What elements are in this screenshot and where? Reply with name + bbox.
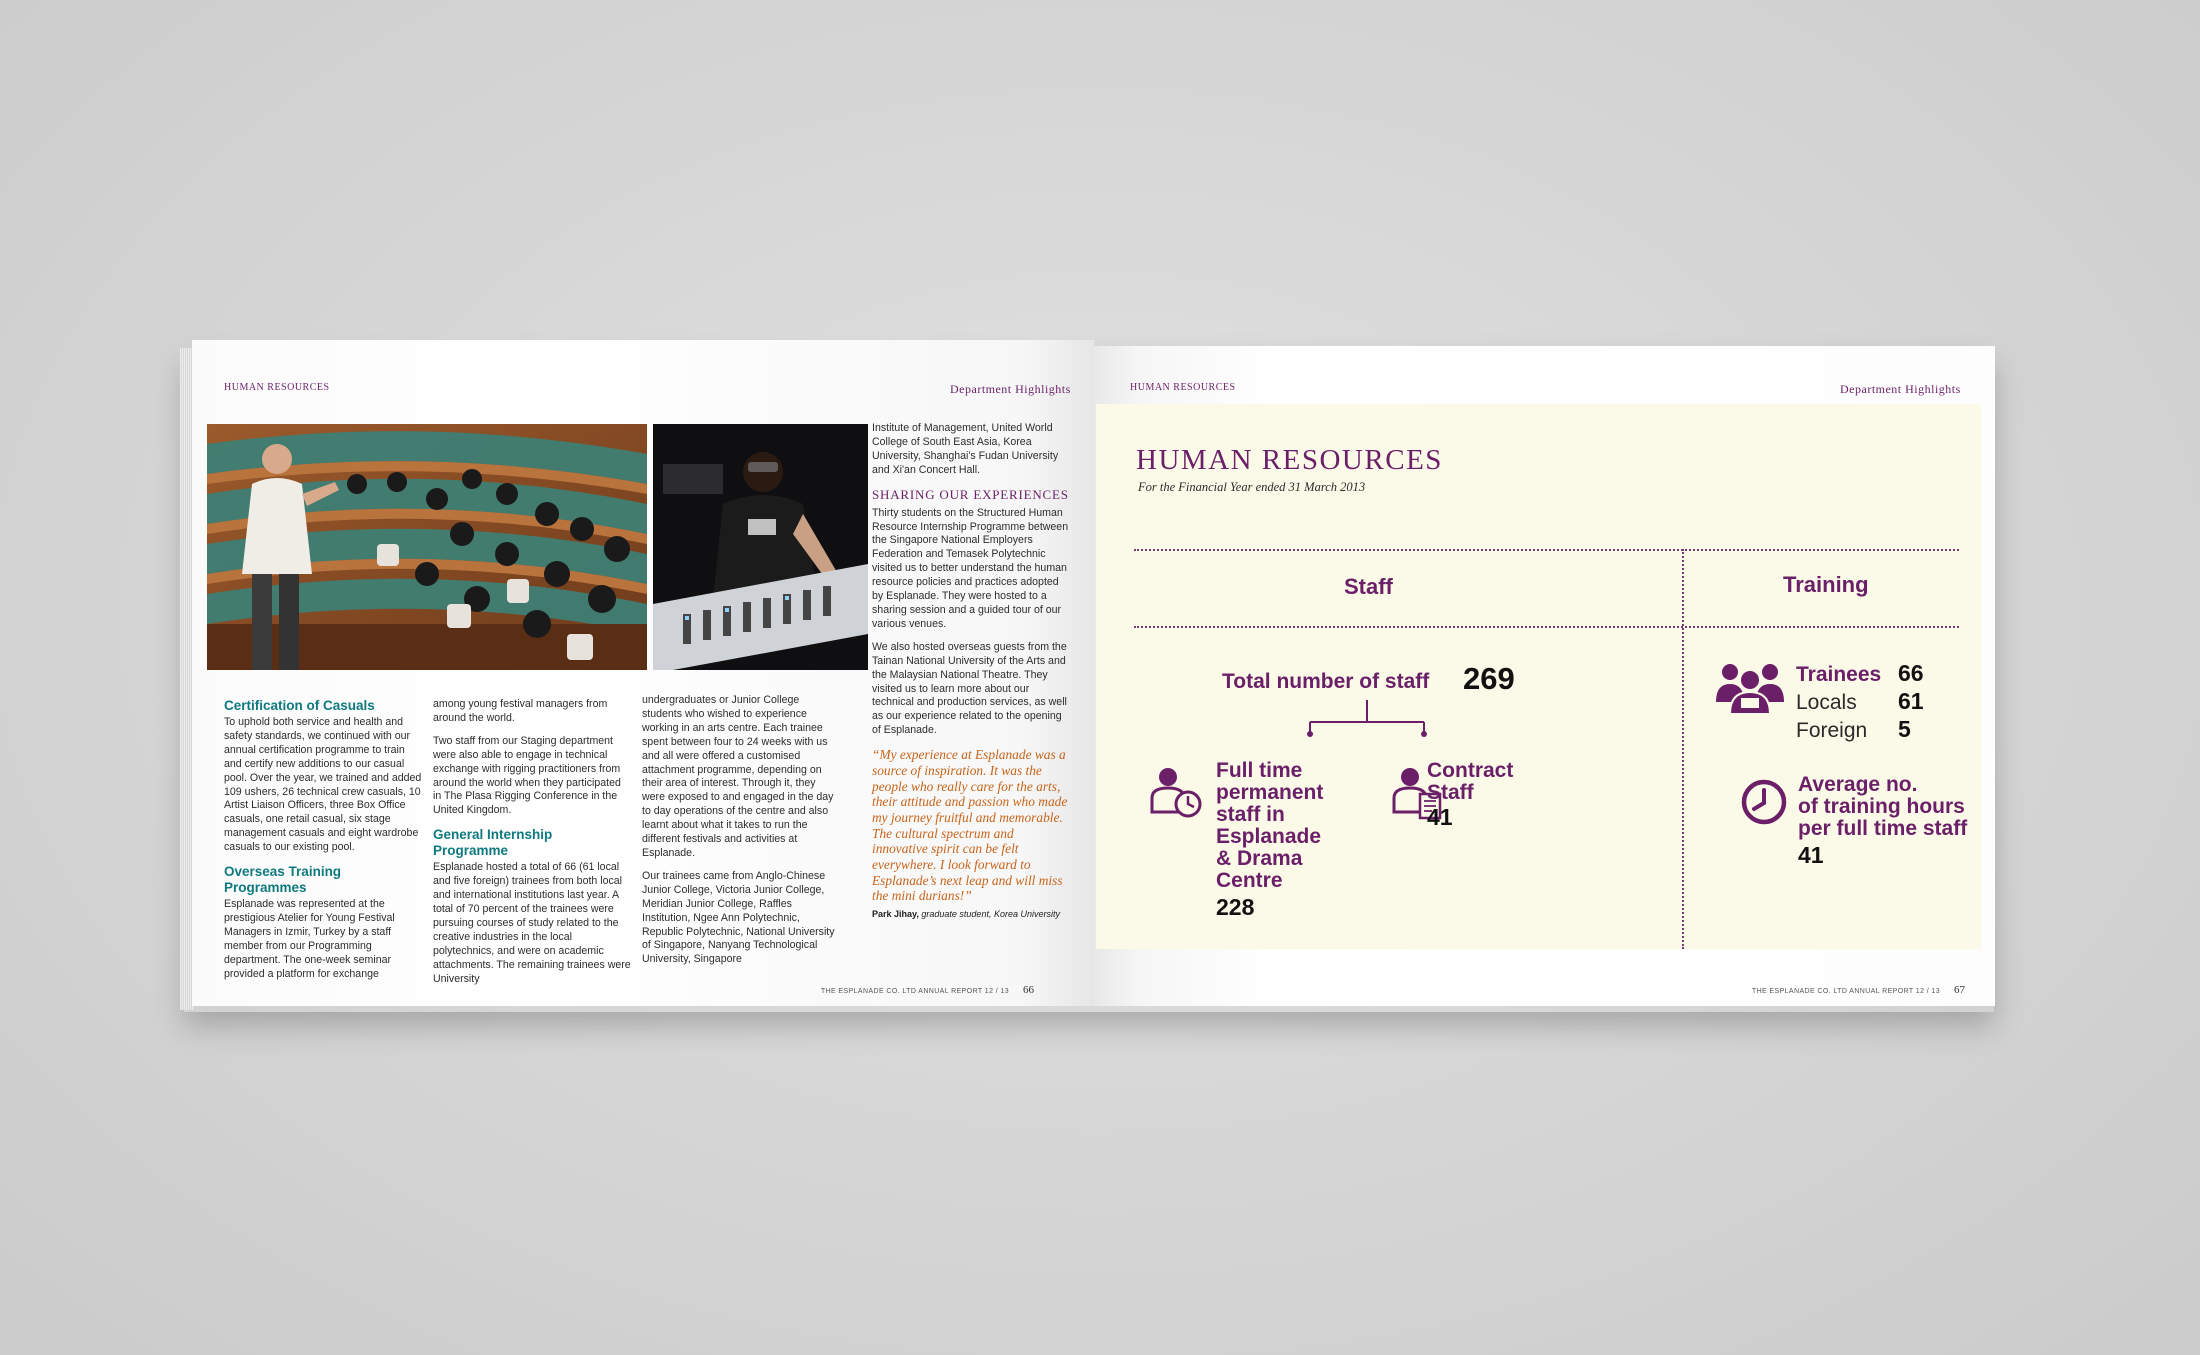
left-footer-text: THE ESPLANADE CO. LTD ANNUAL REPORT 12 / 13 [820, 988, 1009, 995]
avg-training-value: 41 [1798, 842, 1824, 868]
heading-sharing-experiences: SHARING OUR EXPERIENCES [872, 486, 1069, 502]
fulltime-staff-clock-icon [1148, 766, 1204, 820]
contract-staff-value: 41 [1427, 804, 1453, 830]
fulltime-label-line-4: Esplanade [1216, 825, 1322, 848]
fulltime-label-line-2: permanent [1216, 781, 1324, 804]
left-running-head-right: Department Highlights [950, 382, 1071, 396]
paragraph-staging-exchange: Two staff from our Staging department were also able to engage in technical exchange with rigging practitioners from around the world when they participated in The Plasa Rigging Conference in the United Kingdom. [433, 734, 621, 817]
left-running-head: HUMAN RESOURCES [224, 382, 330, 393]
foreign-row [1796, 716, 1924, 744]
trainees-label: Trainees [1796, 663, 1882, 686]
foreign-value: 5 [1898, 716, 1911, 742]
hr-infographic-panel [1096, 404, 1981, 949]
paragraph-sharing: Thirty students on the Structured Human Resource Internship Programme between the Singapore National Employers Federation and Temasek Polytechnic visited us to better understand the human resource policies and practices adopted by Esplanade. They were hosted to a sharing session and a guided tour of our various venues. [872, 506, 1069, 630]
heading-certification-of-casuals: Certification of Casuals [224, 698, 375, 713]
trainees-value: 66 [1898, 660, 1924, 686]
quote-role: graduate student, Korea University [921, 909, 1060, 920]
contract-label-line-1: Contract [1427, 759, 1514, 782]
photo-sound-engineer [653, 424, 868, 670]
infographic-title: HUMAN RESOURCES [1136, 444, 1443, 476]
trainees-stats [1796, 660, 1924, 744]
left-page [192, 340, 1094, 1006]
right-footer [1752, 984, 1965, 996]
sound-engineer-illustration [653, 424, 868, 670]
paragraph-overseas-guests: We also hosted overseas guests from the Tainan National University of the Arts and the Malaysian National Theatre. They visited us to learn more about our technical and production services, as well as our experience related to the opening of Esplanade. [872, 640, 1067, 737]
contract-staff-label [1427, 760, 1513, 804]
paragraph-certification: To uphold both service and health and safety standards, we continued with our annual certification programme to train and certify new additions to our casual pool. Over the year, we trained and added 109 ushers, 26 technical crew casuals, 10 Artist Liaison Officers, three Box Office casuals, one retail casual, six stage management casuals and eight wardrobe casuals to our existing pool. [224, 716, 422, 854]
right-running-head-right: Department Highlights [1840, 382, 1961, 396]
fulltime-label-line-3: staff in [1216, 803, 1285, 826]
total-staff-value: 269 [1463, 661, 1515, 696]
paragraph-trainee-institutions: Our trainees came from Anglo-Chinese Junior College, Victoria Junior College, Meridian Junior College, Raffles Institution, Ngee Ann Polytechnic, Republic Polytechnic, National University of Singapore, Nanyang Technological University, Singapore [642, 869, 835, 966]
avg-training-label [1798, 774, 1967, 840]
testimonial-quote: “My experience at Esplanade was a source of inspiration. It was the people who really care for the arts, their attitude and passion who made my journey fruitful and memorable. The cultural spectrum and innovative spirit can be felt everywhere. I look forward to Esplanade’s next leap and will miss the mini durians!” [872, 747, 1068, 904]
foreign-label: Foreign [1796, 719, 1868, 742]
right-page-number: 67 [1954, 984, 1965, 996]
heading-overseas-training: Overseas Training Programmes [224, 864, 342, 896]
divider-top [1134, 549, 1959, 551]
right-running-head: HUMAN RESOURCES [1130, 382, 1236, 393]
staff-heading: Staff [1344, 574, 1393, 599]
right-page [1094, 346, 1995, 1006]
training-hours-clock-icon [1740, 778, 1788, 826]
divider-vertical [1682, 549, 1684, 949]
fulltime-label-line-6: Centre [1216, 869, 1283, 892]
left-page-number: 66 [1023, 984, 1034, 996]
photo-lecture-hall [207, 424, 647, 670]
locals-row [1796, 688, 1924, 716]
paragraph-festival-managers: among young festival managers from around the world. [433, 698, 608, 724]
fulltime-staff-value: 228 [1216, 894, 1255, 920]
paragraph-institutions-cont: Institute of Management, United World College of South East Asia, Korea University, Shanghai's Fudan University and Xi'an Concert Hall. [872, 422, 1059, 476]
locals-label: Locals [1796, 691, 1857, 714]
paragraph-overseas-training: Esplanade was represented at the prestigious Atelier for Young Festival Managers in Izmir, Turkey by a staff member from our Programming department. The one-week seminar provided a platform for exchange [224, 898, 395, 980]
text-column-4 [872, 422, 1070, 922]
paragraph-internship: Esplanade hosted a total of 66 (61 local and five foreign) trainees from both local and international institutions last year. A total of 70 percent of the trainees were pursuing courses of study related to the creative industries in the local polytechnics, and were on academic attachments. The remaining trainees were University [433, 861, 631, 985]
avg-label-line-2: of training hours [1798, 795, 1965, 818]
fulltime-label-line-5: & Drama [1216, 847, 1303, 870]
avg-label-line-3: per full time staff [1798, 817, 1968, 840]
quote-name: Park Jihay, [872, 909, 919, 920]
paragraph-undergraduates: undergraduates or Junior College students who wished to experience working in an arts centre. Each trainee spent between four to 24 weeks with us and all were offered a customised attachment programme, depending on their area of interest. Through it, they were exposed to and engaged in the day to day operations of the centre and also learnt about what it takes to run the different festivals and activities at Esplanade. [642, 694, 834, 859]
left-footer [821, 984, 1034, 996]
quote-attribution [872, 908, 1070, 922]
fulltime-staff-label [1216, 760, 1323, 892]
staff-tree-connector [1302, 700, 1432, 740]
text-column-1 [224, 698, 422, 991]
heading-general-internship: General Internship Programme [433, 827, 553, 859]
divider-mid [1134, 626, 1959, 628]
brochure-spread [180, 340, 1997, 1012]
trainees-group-icon [1714, 658, 1786, 714]
text-column-3 [642, 694, 840, 976]
right-footer-text: THE ESPLANADE CO. LTD ANNUAL REPORT 12 / 13 [1751, 988, 1940, 995]
fulltime-label-line-1: Full time [1216, 759, 1303, 782]
total-staff-label: Total number of staff [1222, 670, 1430, 693]
contract-label-line-2: Staff [1427, 781, 1474, 804]
text-column-2 [433, 698, 631, 995]
training-heading: Training [1783, 572, 1869, 597]
trainees-row [1796, 660, 1924, 688]
lecture-hall-illustration [207, 424, 647, 670]
locals-value: 61 [1898, 688, 1924, 714]
infographic-subtitle: For the Financial Year ended 31 March 2013 [1138, 480, 1366, 494]
avg-label-line-1: Average no. [1798, 773, 1918, 796]
